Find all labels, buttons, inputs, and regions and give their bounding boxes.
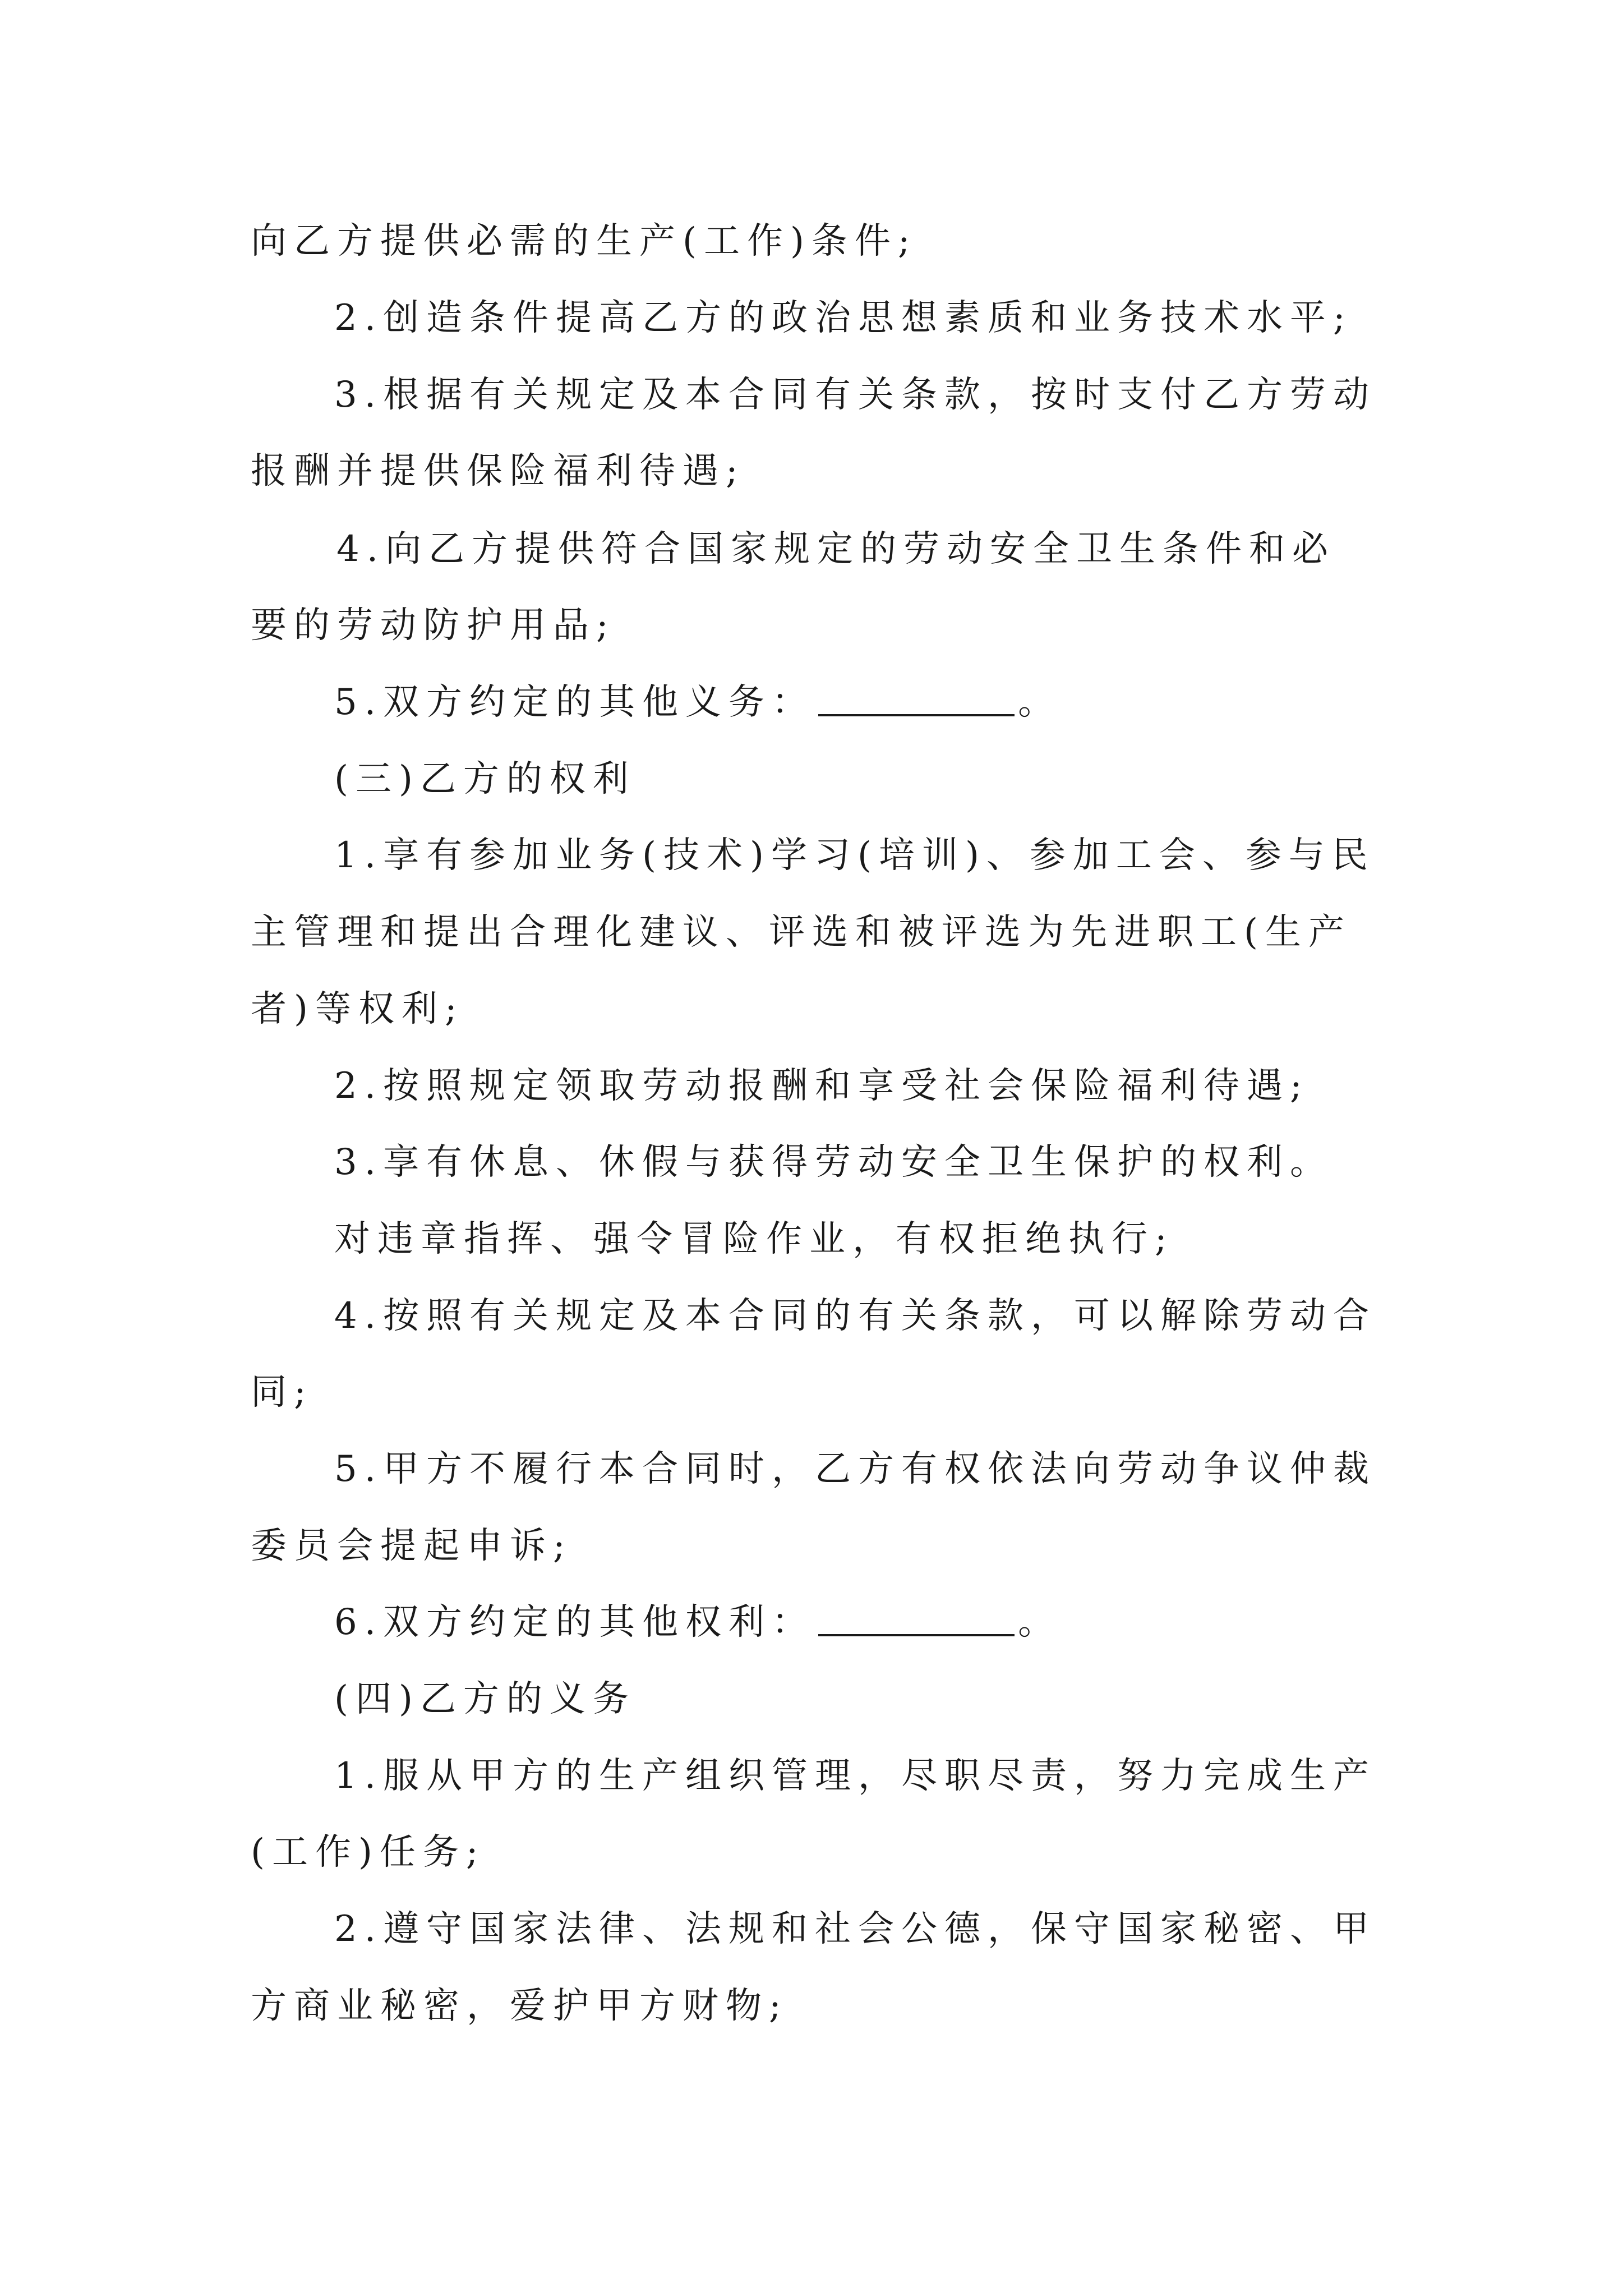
line-12: 2.按照规定领取劳动报酬和享受社会保险福利待遇; [334,1065,1310,1107]
line-7-suffix: 。 [1018,682,1062,723]
line-15: 4.按照有关规定及本合同的有关条款，可以解除劳动合 [334,1295,1377,1337]
line-7-text: 5.双方约定的其他义务： [334,682,815,723]
line-19-suffix: 。 [1018,1602,1062,1643]
line-18: 委员会提起申诉; [251,1525,573,1567]
line-21: 1.服从甲方的生产组织管理，尽职尽责，努力完成生产 [334,1755,1377,1797]
line-22: (工作)任务; [251,1832,486,1873]
line-17: 5.甲方不履行本合同时，乙方有权依法向劳动争议仲裁 [334,1448,1377,1490]
line-2: 2.创造条件提高乙方的政治思想素质和业务技术水平; [334,297,1353,339]
line-13: 3.享有休息、休假与获得劳动安全卫生保护的权利。 [334,1142,1334,1183]
section-heading-4: (四)乙方的义务 [334,1678,636,1720]
line-7 [334,682,1062,723]
line-19 [334,1602,1062,1643]
line-19-text: 6.双方约定的其他权利： [334,1602,815,1643]
line-5: 4.向乙方提供符合国家规定的劳动安全卫生条件和必 [336,528,1336,570]
line-3: 3.根据有关规定及本合同有关条款，按时支付乙方劳动 [334,374,1377,416]
line-14: 对违章指挥、强令冒险作业，有权拒绝执行; [334,1218,1174,1260]
line-1: 向乙方提供必需的生产(工作)条件; [251,220,917,262]
section-heading-3: (三)乙方的权利 [334,758,636,800]
line-6: 要的劳动防护用品; [251,605,616,646]
line-11: 者)等权利; [251,988,464,1030]
line-24: 方商业秘密，爱护甲方财物; [251,1985,789,2027]
line-23: 2.遵守国家法律、法规和社会公德，保守国家秘密、甲 [334,1908,1377,1950]
line-10: 主管理和提出合理化建议、评选和被评选为先进职工(生产 [251,912,1352,953]
line-16: 同; [251,1372,313,1413]
line-9: 1.享有参加业务(技术)学习(培训)、参加工会、参与民 [334,835,1375,876]
line-4: 报酬并提供保险福利待遇; [251,450,745,492]
fill-in-blank [818,1634,1015,1636]
fill-in-blank [818,714,1015,716]
